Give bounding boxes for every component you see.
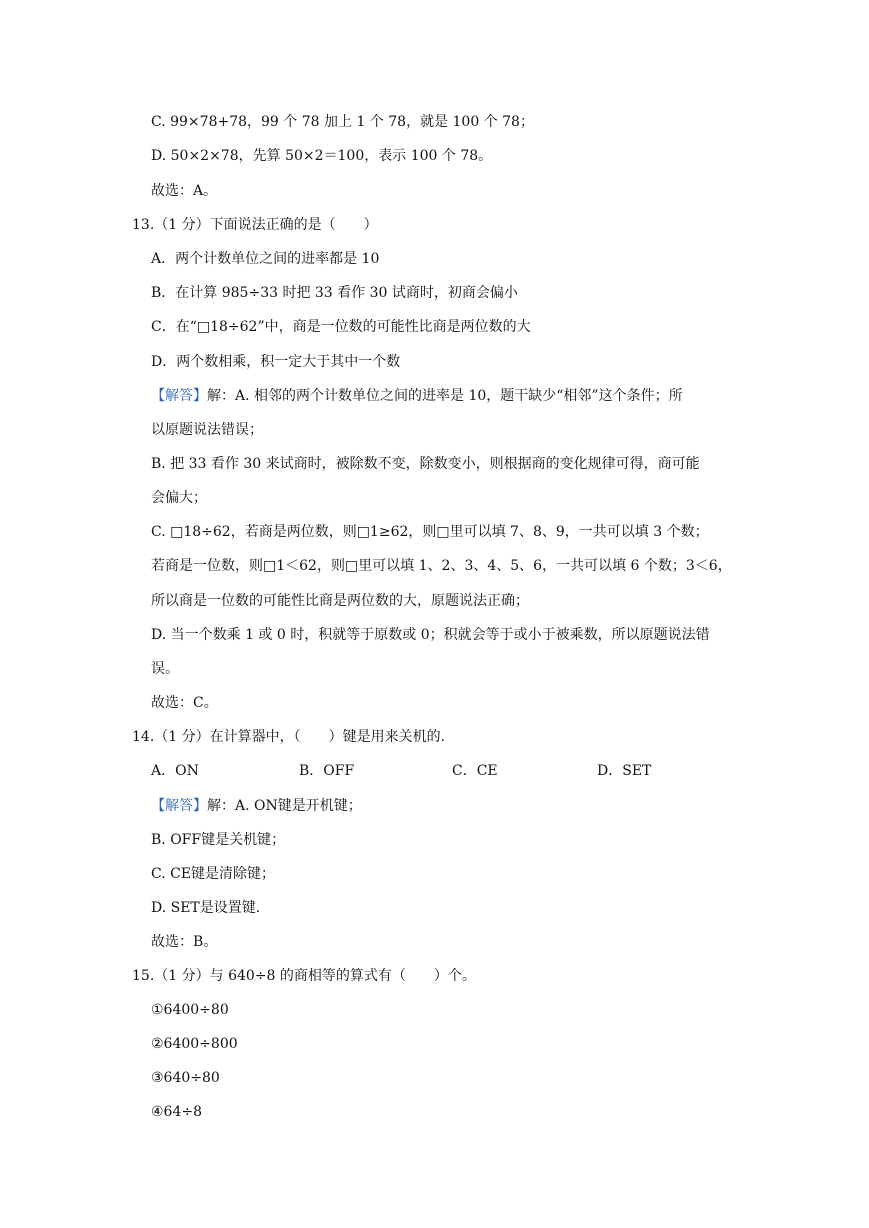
q13-solution-text-1: 解：A. 相邻的两个计数单位之间的进率是 10，题干缺少“相邻”这个条件；所: [207, 388, 683, 404]
q13-solution-line-9: 误。: [151, 661, 179, 677]
q13-solution-line-3: B. 把 33 看作 30 来试商时，被除数不变，除数变小，则根据商的变化规律可得，商可能: [151, 456, 700, 472]
q14-answer: 故选：B。: [151, 934, 218, 950]
q14-solution-tag: 【解答】: [151, 798, 207, 814]
q15-question: 15.（1 分）与 640÷8 的商相等的算式有（ ）个。: [132, 968, 476, 984]
prev-option-c: C. 99×78+78，99 个 78 加上 1 个 78，就是 100 个 78；: [151, 114, 534, 130]
prev-answer: 故选：A。: [151, 183, 218, 199]
q14-option-b: B．OFF: [299, 763, 355, 779]
q13-solution-line-8: D. 当一个数乘 1 或 0 时，积就等于原数或 0；积就会等于或小于被乘数，所以原题说法错: [151, 627, 710, 643]
q13-solution-line-4: 会偏大；: [151, 490, 207, 506]
q15-item-3: ③640÷80: [151, 1070, 220, 1086]
q14-option-a: A．ON: [151, 763, 199, 779]
q13-solution-line-1: [151, 387, 683, 405]
q14-solution-line-2: B. OFF键是关机键；: [151, 832, 286, 848]
q15-item-4: ④64÷8: [151, 1104, 203, 1120]
q14-option-d: D．SET: [597, 763, 652, 779]
q13-solution-line-2: 以原题说法错误；: [151, 422, 263, 438]
q13-solution-line-6: 若商是一位数，则□1＜62，则□里可以填 1、2、3、4、5、6，一共可以填 6 个数；3＜6，: [151, 558, 732, 574]
q13-option-a: A．两个计数单位之间的进率都是 10: [151, 251, 380, 267]
q13-solution-tag: 【解答】: [151, 388, 207, 404]
q15-item-1: ①6400÷80: [151, 1002, 229, 1018]
q14-solution-text-1: 解：A. ON键是开机键；: [207, 798, 362, 814]
prev-option-d: D. 50×2×78，先算 50×2＝100，表示 100 个 78。: [151, 148, 493, 164]
q13-answer: 故选：C。: [151, 695, 218, 711]
q15-item-2: ②6400÷800: [151, 1036, 238, 1052]
q14-solution-line-1: [151, 797, 362, 815]
q14-solution-line-4: D. SET是设置键.: [151, 900, 261, 916]
q13-option-b: B．在计算 985÷33 时把 33 看作 30 试商时，初商会偏小: [151, 285, 518, 301]
q13-solution-line-7: 所以商是一位数的可能性比商是两位数的大，原题说法正确；: [151, 593, 529, 609]
q13-option-c: C．在“□18÷62”中，商是一位数的可能性比商是两位数的大: [151, 319, 531, 335]
q14-solution-line-3: C. CE键是清除键；: [151, 866, 276, 882]
q13-solution-line-5: C. □18÷62，若商是两位数，则□1≥62，则□里可以填 7、8、9，一共可以填 3 个数；: [151, 524, 709, 540]
q14-option-c: C．CE: [452, 763, 498, 779]
q14-question: 14.（1 分）在计算器中，（ ）键是用来关机的.: [132, 729, 446, 745]
q13-option-d: D．两个数相乘，积一定大于其中一个数: [151, 354, 401, 370]
q13-question: 13.（1 分）下面说法正确的是（ ）: [132, 217, 378, 233]
